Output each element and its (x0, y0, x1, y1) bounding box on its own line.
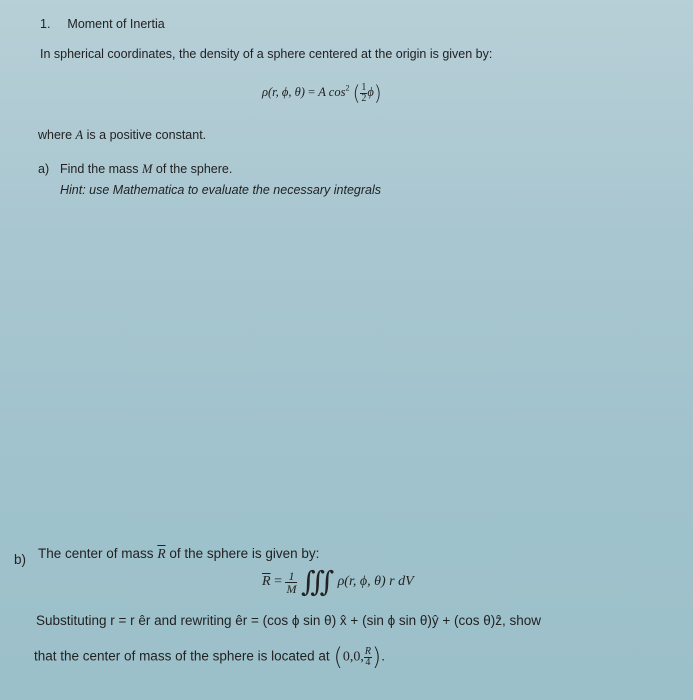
density-var: ϕ (367, 84, 374, 99)
conclusion-line: that the center of mass of the sphere is located at (0,0, $\frac{R}{4}$ ). (34, 643, 386, 671)
formula-fraction: $\frac{1}{M}$ (286, 568, 297, 596)
triple-integral-symbol: ∭ (300, 565, 335, 598)
problem-header (40, 17, 165, 31)
formula-eq: = (274, 574, 282, 590)
center-point: 0,0, (342, 649, 364, 665)
substitution-line: Substituting r = r êr and rewriting êr = (cos ϕ sin θ) x̂ + (sin ϕ sin θ)ŷ + (cos θ)ẑ, show (36, 613, 542, 628)
formula-integrand: ρ(r, ϕ, θ) r dV (337, 574, 414, 590)
density-fraction: $\frac{1}{2}$ (361, 81, 367, 104)
where-text: where A is a positive constant. (38, 128, 207, 142)
formula-lhs: $\overline{R}$ (262, 574, 271, 590)
problem-title: Moment of Inertia (67, 17, 165, 31)
problem-number: 1. (40, 17, 51, 31)
part-a-hint: Hint: use Mathematica to evaluate the necessary integrals (60, 183, 382, 197)
part-b-label: b) (14, 552, 27, 567)
part-a-text: Find the mass M of the sphere. (60, 162, 233, 176)
point-fraction: $\frac{R}{4}$ (364, 645, 371, 668)
density-lhs: ρ(r, ϕ, θ) (262, 84, 305, 99)
density-equation: ρ(r, ϕ, θ) = A $\cos^2$ ( $\frac{1}{2}$ ϕ) (262, 81, 382, 105)
density-power: 2 (345, 83, 350, 93)
center-of-mass-formula (262, 565, 414, 598)
density-coef: A cos (318, 84, 346, 99)
part-a-label: a) (38, 162, 50, 176)
density-eq: = (308, 84, 316, 99)
intro-text: In spherical coordinates, the density of a sphere centered at the origin is given by: (40, 47, 493, 61)
part-b-text: The center of mass $\overline{R}$ of the sphere is given by: (38, 546, 320, 561)
